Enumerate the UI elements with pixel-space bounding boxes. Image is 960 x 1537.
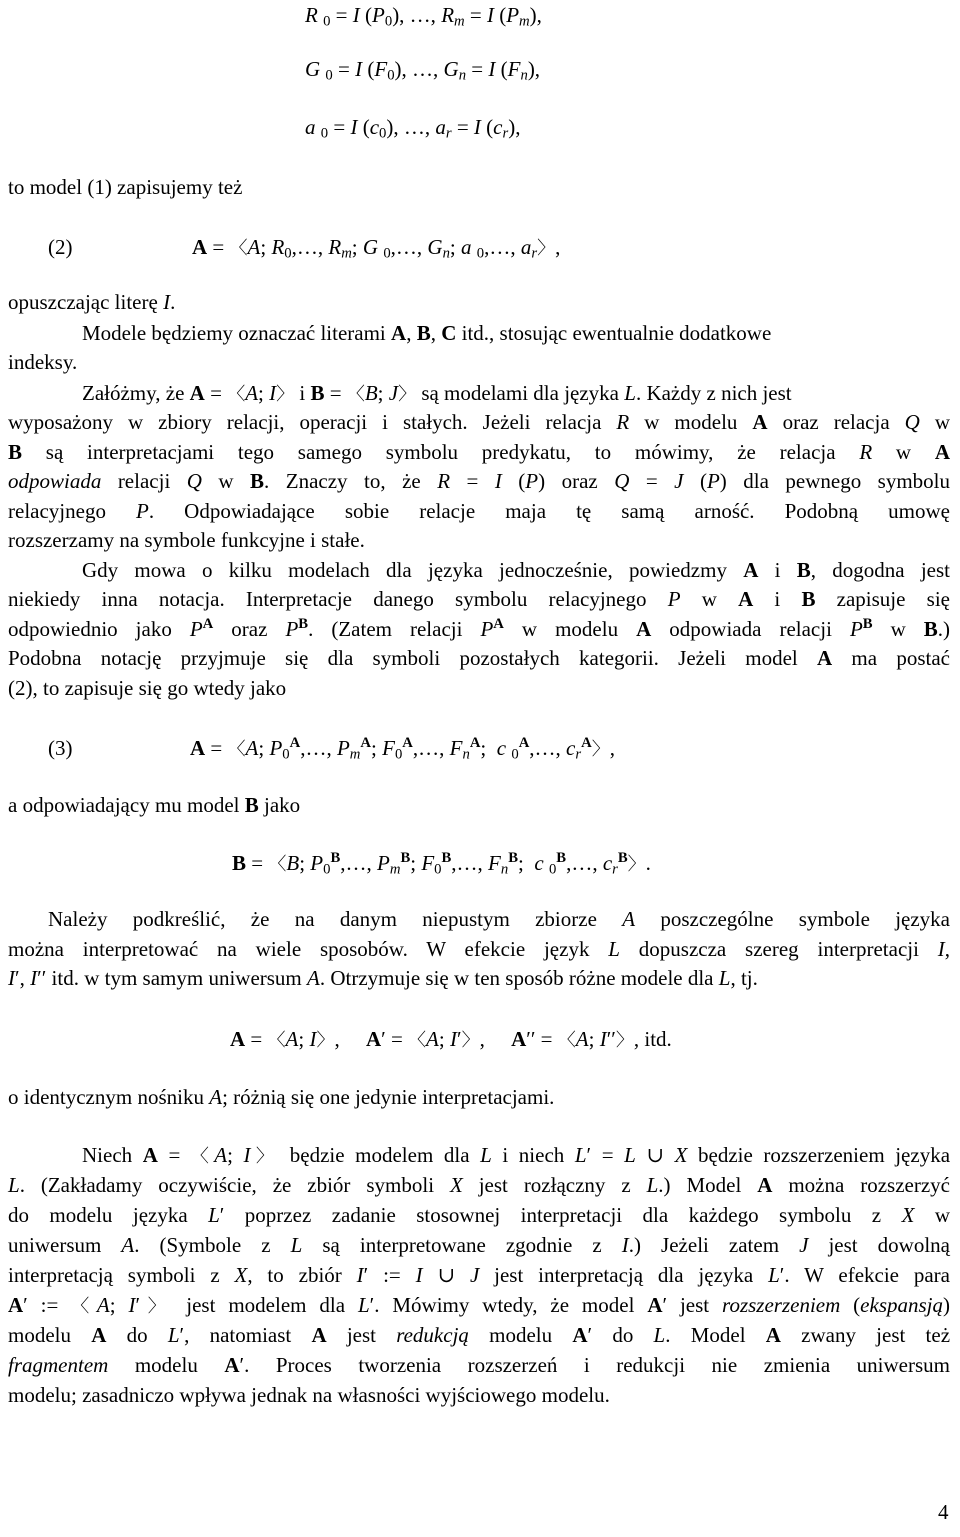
p5-line-3: do modelu języka L′ poprzez zadanie stosownej interpretacji dla każdego symbolu z X w — [8, 1203, 951, 1227]
eq3: A = 〈A; $P_0^A,\dots$, $P_m^A$; $F_0^A,\dots$, $F_n^A$; c $_0^A$,…, $c_r^A$〉, — [190, 734, 615, 763]
p5-line-6: A′ := 〈A; I′〉 jest modelem dla L′. Mówimy wtedy, że model A′ jest rozszerzeniem (ekspansją) — [8, 1293, 950, 1317]
page-number: 4 — [938, 1500, 949, 1524]
p2-line-6: rozszerzamy na symbole funkcyjne i stałe. — [8, 528, 365, 552]
p5-line-5: interpretacją symboli z X, to zbiór I′ := I ∪ J jest interpretacją dla języka L′. W efekcie para — [8, 1263, 950, 1287]
p3-line-3: odpowiednio jako $P^A$ oraz $P^B$. (Zatem relacji $P^A$ w modelu A odpowiada relacji $P^B$ w B.) — [8, 615, 951, 641]
eq3-label: (3) — [48, 736, 73, 760]
p3-line-2: niekiedy inna notacja. Interpretacje danego symbolu relacyjnego P w A i B zapisuje się — [8, 587, 950, 611]
p1-line-1: Modele będziemy oznaczać literami A, B, C itd., stosując ewentualnie dodatkowe — [82, 321, 772, 345]
p5-line-2: L. (Zakładamy oczywiście, że zbiór symboli X jest rozłączny z L.) Model A można rozszerzyć — [8, 1173, 951, 1197]
p5-line-7: modelu A do L′, natomiast A jest redukcją modelu A′ do L. Model A zwany jest też — [8, 1323, 951, 1347]
p4-line-2: można interpretować na wiele sposobów. W efekcie język L dopuszcza szereg interpretacji I, — [8, 937, 950, 961]
formula-a: a $_0$ = I $(c_0)$, …, $a_r = I$ $(c_r)$, — [305, 115, 521, 142]
intro-line: to model (1) zapisujemy też — [8, 175, 243, 199]
eq2: A = 〈A; $R_0,\dots$, $R_m$; G $_0$,…, $G_n$; a $_0$,…, $a_r$〉, — [192, 235, 561, 262]
after-eq3: a odpowiadający mu model B jako — [8, 793, 301, 817]
p3-line-1: Gdy mowa o kilku modelach dla języka jednocześnie, powiedzmy A i B, dogodna jest — [82, 558, 951, 582]
eq2-label: (2) — [48, 235, 73, 259]
p2-line-5: relacyjnego P. Odpowiadające sobie relacje maja tę samą arność. Podobną umowę — [8, 499, 950, 523]
p5-line-1: Niech A = 〈A; I〉 będzie modelem dla L i niech L′ = L ∪ X będzie rozszerzeniem języka — [82, 1143, 951, 1167]
omit-line: opuszczając literę I. — [8, 290, 176, 314]
p5-line-4: uniwersum A. (Symbole z L są interpretowane zgodnie z I.) Jeżeli zatem J jest dowolną — [8, 1233, 951, 1257]
p3-line-4: Podobna notację przyjmuje się dla symboli pozostałych kategorii. Jeżeli model A ma postać — [8, 646, 950, 670]
p4-line-3: I′, I′′ itd. w tym samym uniwersum A. Otrzymuje się w ten sposób różne modele dla L, tj. — [8, 966, 758, 990]
p1-line-2: indeksy. — [8, 350, 78, 374]
p2-line-1: Załóżmy, że A = 〈A; I〉 i B = 〈B; J〉 są modelami dla języka L. Każdy z nich jest — [82, 381, 792, 405]
p5-line-8: fragmentem modelu A′. Proces tworzenia rozszerzeń i redukcji nie zmienia uniwersum — [8, 1353, 950, 1377]
formula-g: G $_0$ = I $(F_0)$, …, $G_n = I$ $(F_n)$, — [305, 57, 541, 84]
eq-b: B = 〈B; $P_0^B,\dots$, $P_m^B$; $F_0^B,\dots$, $F_n^B$; c $_0^B$,…, $c_r^B$〉. — [232, 849, 651, 878]
p3-line-5: (2), to zapisuje się go wtedy jako — [8, 676, 287, 700]
after-eq4: o identycznym nośniku A; różnią się one jedynie interpretacjami. — [8, 1085, 555, 1109]
p2-line-4: odpowiada relacji Q w B. Znaczy to, że R = I (P) oraz Q = J (P) dla pewnego symbolu — [8, 469, 951, 493]
eq4: A = 〈A; I〉, A′ = 〈A; I′〉, A′′ = 〈A; I′′〉, itd. — [230, 1027, 672, 1051]
p4-line-1: Należy podkreślić, że na danym niepustym zbiorze A poszczególne symbole języka — [48, 907, 951, 931]
p2-line-2: wyposażony w zbiory relacji, operacji i stałych. Jeżeli relacja R w modelu A oraz relacja Q w — [8, 410, 950, 434]
p2-line-3: B są interpretacjami tego samego symbolu predykatu, to mówimy, że relacja R w A — [8, 440, 950, 464]
formula-r: R $_0$ = I $(P_0)$, …, $R_m = I$ $(P_m)$, — [305, 3, 542, 30]
p5-line-9: modelu; zasadniczo wpływa jednak na własności wyjściowego modelu. — [8, 1383, 610, 1407]
